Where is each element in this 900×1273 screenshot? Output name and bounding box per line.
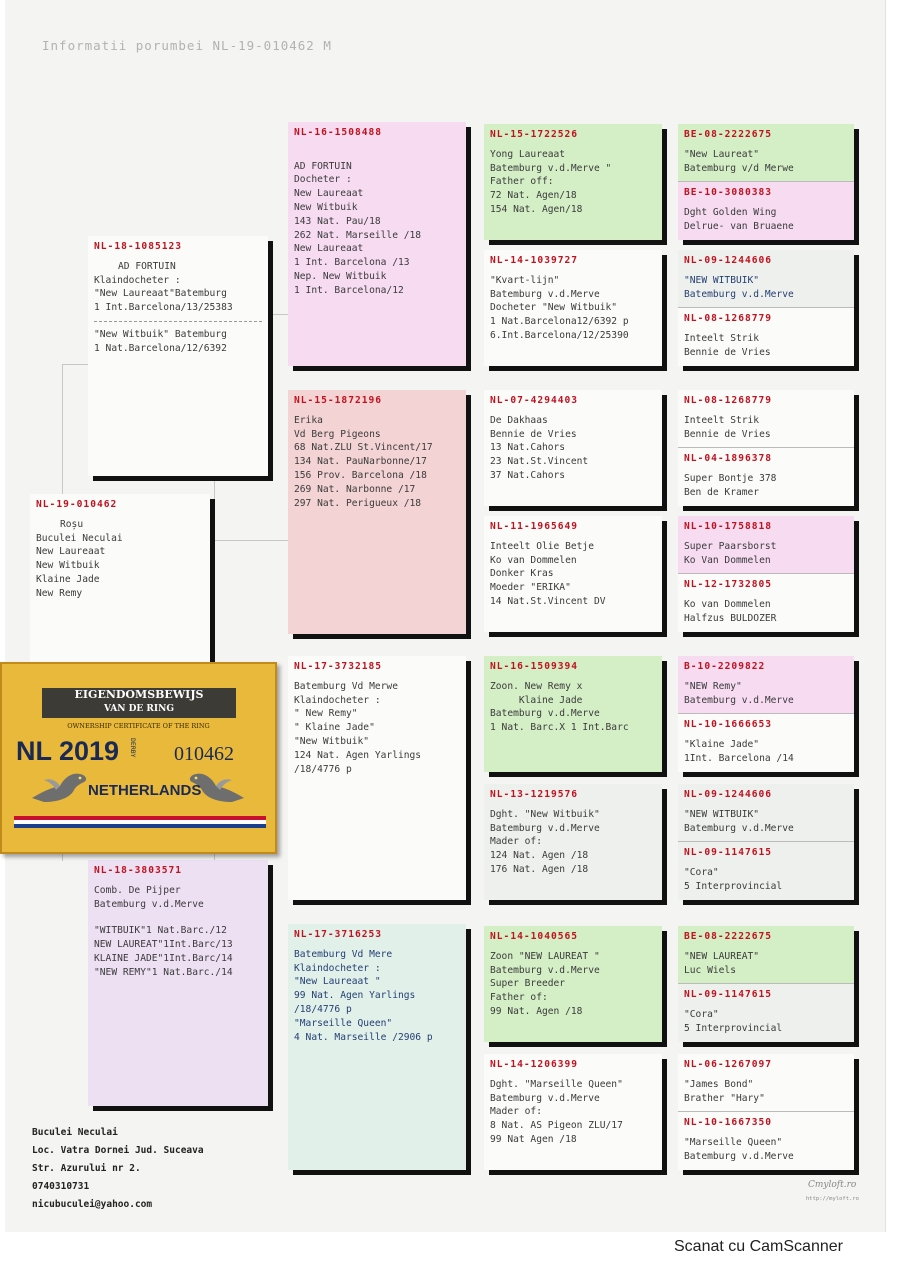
ancestor-line: Super Bontje 378	[684, 473, 777, 485]
ancestor-pair-card	[678, 926, 854, 1042]
ancestor-line: Luc Wiels	[684, 964, 736, 976]
owner-address	[32, 1124, 204, 1214]
grandparent-line: AD FORTUIN	[294, 160, 352, 172]
great-grandparent-line: Batemburg v.d.Merve "	[490, 162, 612, 174]
grandparent-line: 1 Int. Barcelona /13	[294, 257, 410, 269]
pigeon-card	[30, 494, 210, 664]
great-grandparent-line: Zoon. New Remy x	[490, 680, 583, 692]
ancestor-pair-card	[678, 250, 854, 366]
grandparent-line: Klaindocheter :	[294, 694, 381, 706]
grandparent-id: NL-16-1508488	[294, 127, 383, 138]
grandparent-line: " Klaine Jade"	[294, 722, 375, 734]
mother-id: NL-18-3803571	[94, 865, 183, 876]
owner-email: nicubuculei@yahoo.com	[32, 1199, 153, 1210]
mother-line: NEW LAUREAT"1Int.Barc/13	[94, 939, 233, 951]
great-grandparent-card	[484, 516, 662, 632]
great-grandparent-line: 176 Nat. Agen /18	[490, 863, 589, 875]
grandparent-line: 297 Nat. Perigueux /18	[294, 497, 422, 509]
flag-stripe-blue	[14, 824, 266, 828]
certificate-title-line2: VAN DE RING	[103, 704, 175, 714]
ancestor-line: "Cora"	[684, 1009, 719, 1021]
great-grandparent-line: Klaine Jade	[490, 694, 583, 706]
great-grandparent-line: Super Breeder	[490, 978, 566, 990]
great-grandparent-id: NL-16-1509394	[490, 661, 579, 672]
ancestor-lower-half	[678, 983, 854, 1042]
great-grandparent-line: Bennie de Vries	[490, 428, 577, 440]
ancestor-line: Ben de Kramer	[684, 486, 760, 498]
great-grandparent-id: NL-14-1040565	[490, 931, 579, 942]
great-grandparent-line: 154 Nat. Agen/18	[490, 203, 583, 215]
ancestor-line: "NEW WITBUIK"	[684, 808, 760, 820]
mother-line: "NEW REMY"1 Nat.Barc./14	[94, 966, 233, 978]
ancestor-line: Bennie de Vries	[684, 428, 771, 440]
ancestor-line: "NEW WITBUIK"	[684, 274, 760, 286]
grandparent-line: " New Remy"	[294, 708, 358, 720]
ancestor-lower-half	[678, 713, 854, 772]
great-grandparent-card	[484, 926, 662, 1042]
grandparent-line: Nep. New Witbuik	[294, 270, 387, 282]
great-grandparent-line: Mader of:	[490, 1106, 542, 1118]
mother-card	[88, 860, 268, 1106]
grandparent-line: Erika	[294, 414, 323, 426]
great-grandparent-line: Dght. "Marseille Queen"	[490, 1078, 623, 1090]
ancestor-id: BE-08-2222675	[684, 129, 773, 140]
ancestor-line: Dght Golden Wing	[684, 207, 777, 219]
grandparent-line: 68 Nat.ZLU St.Vincent/17	[294, 442, 433, 454]
ancestor-line: "New Laureat"	[684, 148, 760, 160]
great-grandparent-line: Mader of:	[490, 836, 542, 848]
ancestor-id: NL-10-1666653	[684, 719, 773, 731]
father-line: AD FORTUIN	[118, 260, 176, 272]
great-grandparent-line: 124 Nat. Agen /18	[490, 850, 589, 862]
ancestor-id: NL-08-1268779	[684, 313, 773, 325]
ancestor-pair-card	[678, 390, 854, 506]
ancestor-line: Batemburg v.d.Merve	[684, 288, 794, 300]
great-grandparent-line: De Dakhaas	[490, 414, 548, 426]
grandparent-line: "New Laureaat "	[294, 976, 381, 988]
grandparent-id: NL-15-1872196	[294, 395, 383, 406]
grandparent-card	[288, 390, 466, 634]
great-grandparent-line: Batemburg v.d.Merve	[490, 822, 600, 834]
great-grandparent-line: 14 Nat.St.Vincent DV	[490, 595, 606, 607]
ancestor-pair-card	[678, 656, 854, 772]
great-grandparent-line: Batemburg v.d.Merve	[490, 288, 600, 300]
pigeon-line: New Witbuik	[36, 560, 100, 572]
ancestor-lower-half	[678, 841, 854, 900]
ancestor-lower-half	[678, 573, 854, 632]
ancestor-id: NL-06-1267097	[684, 1059, 773, 1070]
ancestor-line: Inteelt Strik	[684, 333, 760, 345]
grandparent-line: 262 Nat. Marseille /18	[294, 229, 422, 241]
pigeon-id: NL-19-010462	[36, 499, 118, 510]
great-grandparent-line: Yong Laureaat	[490, 148, 566, 160]
ancestor-line: 5 Interprovincial	[684, 880, 783, 892]
grandparent-line: Docheter :	[294, 174, 352, 186]
great-grandparent-card	[484, 656, 662, 772]
mother-line: KLAINE JADE"1Int.Barc/14	[94, 952, 233, 964]
father-line: Klaindocheter :	[94, 274, 181, 286]
great-grandparent-card	[484, 250, 662, 366]
ancestor-lower-half	[678, 447, 854, 506]
grandparent-line: 4 Nat. Marseille /2906 p	[294, 1031, 433, 1043]
great-grandparent-line: Docheter "New Witbuik"	[490, 302, 618, 314]
pigeon-line: Roșu	[60, 518, 84, 530]
great-grandparent-line: Ko van Dommelen	[490, 554, 577, 566]
ancestor-line: Delrue- van Bruaene	[684, 220, 794, 232]
ancestor-line: Super Paarsborst	[684, 540, 777, 552]
divider	[94, 917, 262, 918]
ancestor-line: Ko van Dommelen	[684, 599, 771, 611]
grandparent-card	[288, 924, 466, 1170]
grandparent-line: 143 Nat. Pau/18	[294, 215, 381, 227]
grandparent-card	[288, 656, 466, 900]
owner-name: Buculei Neculai	[32, 1127, 118, 1138]
great-grandparent-line: Batemburg v.d.Merve	[490, 708, 600, 720]
great-grandparent-line: 13 Nat.Cahors	[490, 442, 566, 454]
dutch-flag-stripes	[14, 816, 266, 830]
ancestor-id: NL-09-1147615	[684, 989, 773, 1001]
grandparent-id: NL-17-3732185	[294, 661, 383, 672]
ancestor-id: BE-10-3080383	[684, 187, 773, 199]
connector-line	[62, 364, 89, 499]
ancestor-line: Brather "Hary"	[684, 1092, 765, 1104]
grandparent-card	[288, 122, 466, 366]
great-grandparent-card	[484, 784, 662, 900]
ancestor-id: BE-08-2222675	[684, 931, 773, 942]
ancestor-line: Bennie de Vries	[684, 346, 771, 358]
certificate-title: EIGENDOMSBEWIJS	[74, 688, 204, 701]
great-grandparent-id: NL-15-1722526	[490, 129, 579, 140]
certificate-subtitle: OWNERSHIP CERTIFICATE OF THE RING	[67, 722, 210, 730]
great-grandparent-card	[484, 390, 662, 506]
ancestor-line: "James Bond"	[684, 1078, 754, 1090]
ancestor-line: 1Int. Barcelona /14	[684, 752, 794, 764]
father-line: 1 Int.Barcelona/13/25383	[94, 302, 233, 314]
owner-locality: Loc. Vatra Dornei Jud. Suceava	[32, 1145, 204, 1156]
great-grandparent-line: 1 Nat. Barc.X 1 Int.Barc	[490, 722, 629, 734]
page-header: Informatii porumbei NL-19-010462 M	[42, 38, 332, 53]
scanner-watermark: Scanat cu CamScanner	[674, 1238, 843, 1255]
grandparent-line: New Laureaat	[294, 243, 364, 255]
divider	[94, 321, 262, 322]
grandparent-line: New Witbuik	[294, 201, 358, 213]
great-grandparent-card	[484, 124, 662, 240]
mother-line: Comb. De Pijper	[94, 884, 181, 896]
mother-line: Batemburg v.d.Merve	[94, 898, 204, 910]
grandparent-line: 134 Nat. PauNarbonne/17	[294, 456, 427, 468]
ring-derby-label: DERBY	[129, 738, 137, 758]
father-line: "New Witbuik" Batemburg	[94, 328, 227, 340]
pigeon-line: Klaine Jade	[36, 573, 100, 585]
great-grandparent-line: Father off:	[490, 176, 554, 188]
ancestor-line: "NEW Remy"	[684, 680, 742, 692]
ancestor-lower-half	[678, 1111, 854, 1170]
certificate-country: NETHERLANDS	[88, 782, 202, 799]
ancestor-line: Batemburg v/d Merwe	[684, 162, 794, 174]
great-grandparent-line: Dght. "New Witbuik"	[490, 808, 600, 820]
great-grandparent-line: Father of:	[490, 992, 548, 1004]
ancestor-lower-half	[678, 181, 854, 240]
ancestor-id: NL-12-1732805	[684, 579, 773, 591]
ancestor-line: "Cora"	[684, 867, 719, 879]
owner-phone: 0740310731	[32, 1181, 90, 1192]
pigeon-line: New Remy	[36, 587, 83, 599]
owner-street: Str. Azurului nr 2.	[32, 1163, 141, 1174]
grandparent-line: 269 Nat. Narbonne /17	[294, 483, 416, 495]
great-grandparent-line: 1 Nat.Barcelona12/6392 p	[490, 316, 629, 328]
great-grandparent-line: Inteelt Olie Betje	[490, 540, 594, 552]
grandparent-line: /18/4776 p	[294, 763, 352, 775]
grandparent-line: 124 Nat. Agen Yarlings	[294, 749, 422, 761]
great-grandparent-line: 99 Nat Agen /18	[490, 1133, 577, 1145]
pigeon-icon	[28, 764, 92, 808]
mother-line: "WITBUIK"1 Nat.Barc./12	[94, 925, 227, 937]
great-grandparent-line: "Kvart-lijn"	[490, 274, 560, 286]
grandparent-line: Batemburg Vd Merwe	[294, 680, 398, 692]
grandparent-line: 99 Nat. Agen Yarlings	[294, 990, 416, 1002]
ancestor-lower-half	[678, 307, 854, 366]
ancestor-id: NL-09-1147615	[684, 847, 773, 859]
father-line: 1 Nat.Barcelona/12/6392	[94, 342, 227, 354]
ancestor-pair-card	[678, 516, 854, 632]
grandparent-line: Batemburg Vd Mere	[294, 948, 393, 960]
great-grandparent-line: Batemburg v.d.Merve	[490, 964, 600, 976]
great-grandparent-line: 6.Int.Barcelona/12/25390	[490, 329, 629, 341]
ring-country-year: NL 2019	[16, 736, 120, 766]
pigeon-line: New Laureaat	[36, 546, 106, 558]
grandparent-line: "New Witbuik"	[294, 735, 370, 747]
grandparent-line	[294, 146, 460, 160]
great-grandparent-line: Batemburg v.d.Merve	[490, 1092, 600, 1104]
great-grandparent-id: NL-14-1039727	[490, 255, 579, 266]
grandparent-line: New Laureaat	[294, 188, 364, 200]
ancestor-id: NL-04-1896378	[684, 453, 773, 465]
great-grandparent-line: Donker Kras	[490, 568, 554, 580]
ancestor-line: Batemburg v.d.Merve	[684, 694, 794, 706]
father-card	[88, 236, 268, 476]
great-grandparent-line: Moeder "ERIKA"	[490, 582, 571, 594]
ancestor-id: NL-10-1667350	[684, 1117, 773, 1129]
certificate-title-band	[42, 688, 236, 718]
great-grandparent-line: 23 Nat.St.Vincent	[490, 456, 589, 468]
signature-url: http://myloft.ro	[806, 1196, 859, 1202]
great-grandparent-line: 99 Nat. Agen /18	[490, 1005, 583, 1017]
ancestor-line: "Klaine Jade"	[684, 739, 760, 751]
ancestor-id: NL-09-1244606	[684, 255, 773, 266]
ancestor-line: Halfzus BULDOZER	[684, 612, 777, 624]
grandparent-line: 1 Int. Barcelona/12	[294, 284, 404, 296]
great-grandparent-line: 37 Nat.Cahors	[490, 469, 566, 481]
ancestor-line: "Marseille Queen"	[684, 1137, 783, 1149]
grandparent-line: Klaindocheter :	[294, 962, 381, 974]
ancestor-line: Batemburg v.d.Merve	[684, 1150, 794, 1162]
ancestor-line: Batemburg v.d.Merve	[684, 822, 794, 834]
ancestor-id: NL-10-1758818	[684, 521, 773, 532]
great-grandparent-line: Zoon "NEW LAUREAT "	[490, 950, 600, 962]
great-grandparent-id: NL-11-1965649	[490, 521, 579, 532]
great-grandparent-card	[484, 1054, 662, 1170]
grandparent-line: "Marseille Queen"	[294, 1017, 393, 1029]
grandparent-line: 156 Prov. Barcelona /18	[294, 469, 427, 481]
great-grandparent-id: NL-14-1206399	[490, 1059, 579, 1070]
ancestor-id: NL-09-1244606	[684, 789, 773, 800]
ancestor-pair-card	[678, 784, 854, 900]
father-id: NL-18-1085123	[94, 241, 183, 252]
ownership-certificate	[0, 662, 277, 854]
ancestor-line: Inteelt Strik	[684, 414, 760, 426]
grandparent-line: /18/4776 p	[294, 1003, 352, 1015]
grandparent-line: Vd Berg Pigeons	[294, 428, 381, 440]
signature: Cmyloft.ro	[808, 1180, 857, 1190]
father-line: "New Laureaat"Batemburg	[94, 288, 227, 300]
ancestor-id: B-10-2209822	[684, 661, 766, 672]
ancestor-line: 5 Interprovincial	[684, 1022, 783, 1034]
ancestor-pair-card	[678, 1054, 854, 1170]
ring-number: 010462	[174, 743, 234, 765]
great-grandparent-line: 8 Nat. AS Pigeon ZLU/17	[490, 1120, 623, 1132]
ancestor-id: NL-08-1268779	[684, 395, 773, 406]
great-grandparent-id: NL-13-1219576	[490, 789, 579, 800]
ancestor-line: Ko Van Dommelen	[684, 554, 771, 566]
pigeon-line: Buculei Neculai	[36, 532, 123, 544]
ancestor-line: "NEW LAUREAT"	[684, 950, 760, 962]
great-grandparent-id: NL-07-4294403	[490, 395, 579, 406]
grandparent-id: NL-17-3716253	[294, 929, 383, 940]
great-grandparent-line: 72 Nat. Agen/18	[490, 190, 577, 202]
ancestor-pair-card	[678, 124, 854, 240]
